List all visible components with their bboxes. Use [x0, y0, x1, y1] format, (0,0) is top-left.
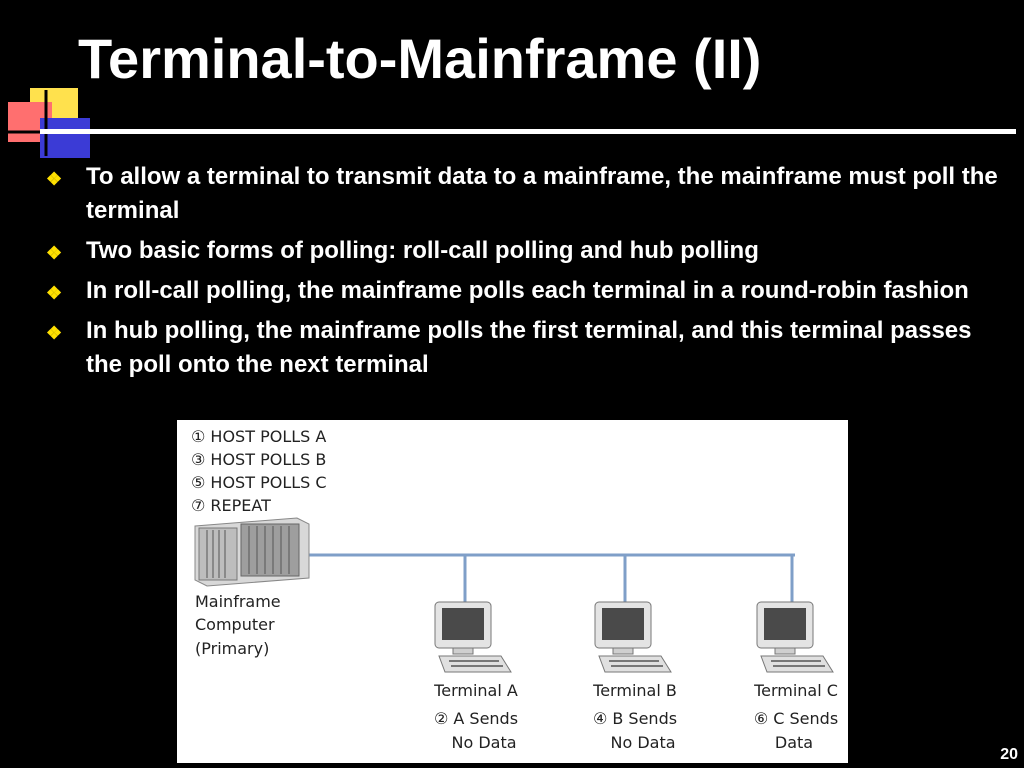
poll-step: ③ HOST POLLS B: [191, 450, 327, 469]
bullet-item: [40, 274, 1000, 308]
terminal-name: Terminal B: [593, 681, 677, 700]
bullet-list: [40, 160, 1000, 388]
terminal-status: ④ B Sends: [592, 709, 678, 728]
terminal-status: Data: [774, 733, 814, 752]
terminal-name: Terminal C: [754, 681, 838, 700]
hub-polling-diagram: [177, 420, 848, 763]
slide-logo-decoration: [0, 88, 100, 158]
terminal-icon: [595, 602, 671, 672]
bullet-text: In hub polling, the mainframe polls the first terminal, and this terminal passes the poll onto the next terminal: [86, 317, 972, 378]
poll-step: ① HOST POLLS A: [191, 427, 327, 446]
bullet-item: [40, 234, 1000, 268]
bullet-item: [40, 160, 1000, 228]
diamond-cluster-icon: ❖: [46, 283, 63, 303]
terminal-status: ⑥ C Sends: [753, 709, 839, 728]
mainframe-icon: [195, 518, 309, 586]
network-line: [307, 555, 795, 604]
terminal-name: Terminal A: [434, 681, 518, 700]
mainframe-label: Mainframe: [195, 592, 281, 611]
poll-step: ⑦ REPEAT: [191, 496, 271, 515]
terminal-status: ② A Sends: [433, 709, 519, 728]
terminal-status: No Data: [451, 733, 517, 752]
title-divider: [40, 129, 1016, 134]
bullet-text: In roll-call polling, the mainframe polls each terminal in a round-robin fashion: [86, 277, 969, 304]
mainframe-label: (Primary): [195, 639, 270, 658]
mainframe-label: Computer: [195, 615, 275, 634]
diamond-cluster-icon: ❖: [46, 243, 63, 263]
poll-step: ⑤ HOST POLLS C: [191, 473, 327, 492]
bullet-text: Two basic forms of polling: roll-call polling and hub polling: [86, 237, 759, 264]
terminal-icon: [757, 602, 833, 672]
bullet-text: To allow a terminal to transmit data to a mainframe, the mainframe must poll the terminal: [86, 163, 998, 224]
slide-title: Terminal-to-Mainframe (II): [78, 27, 762, 90]
diamond-cluster-icon: ❖: [46, 169, 63, 189]
terminal-status: No Data: [610, 733, 676, 752]
terminal-icon: [435, 602, 511, 672]
diamond-cluster-icon: ❖: [46, 323, 63, 343]
bullet-item: [40, 314, 1000, 382]
slide-number: 20: [1000, 746, 1018, 763]
